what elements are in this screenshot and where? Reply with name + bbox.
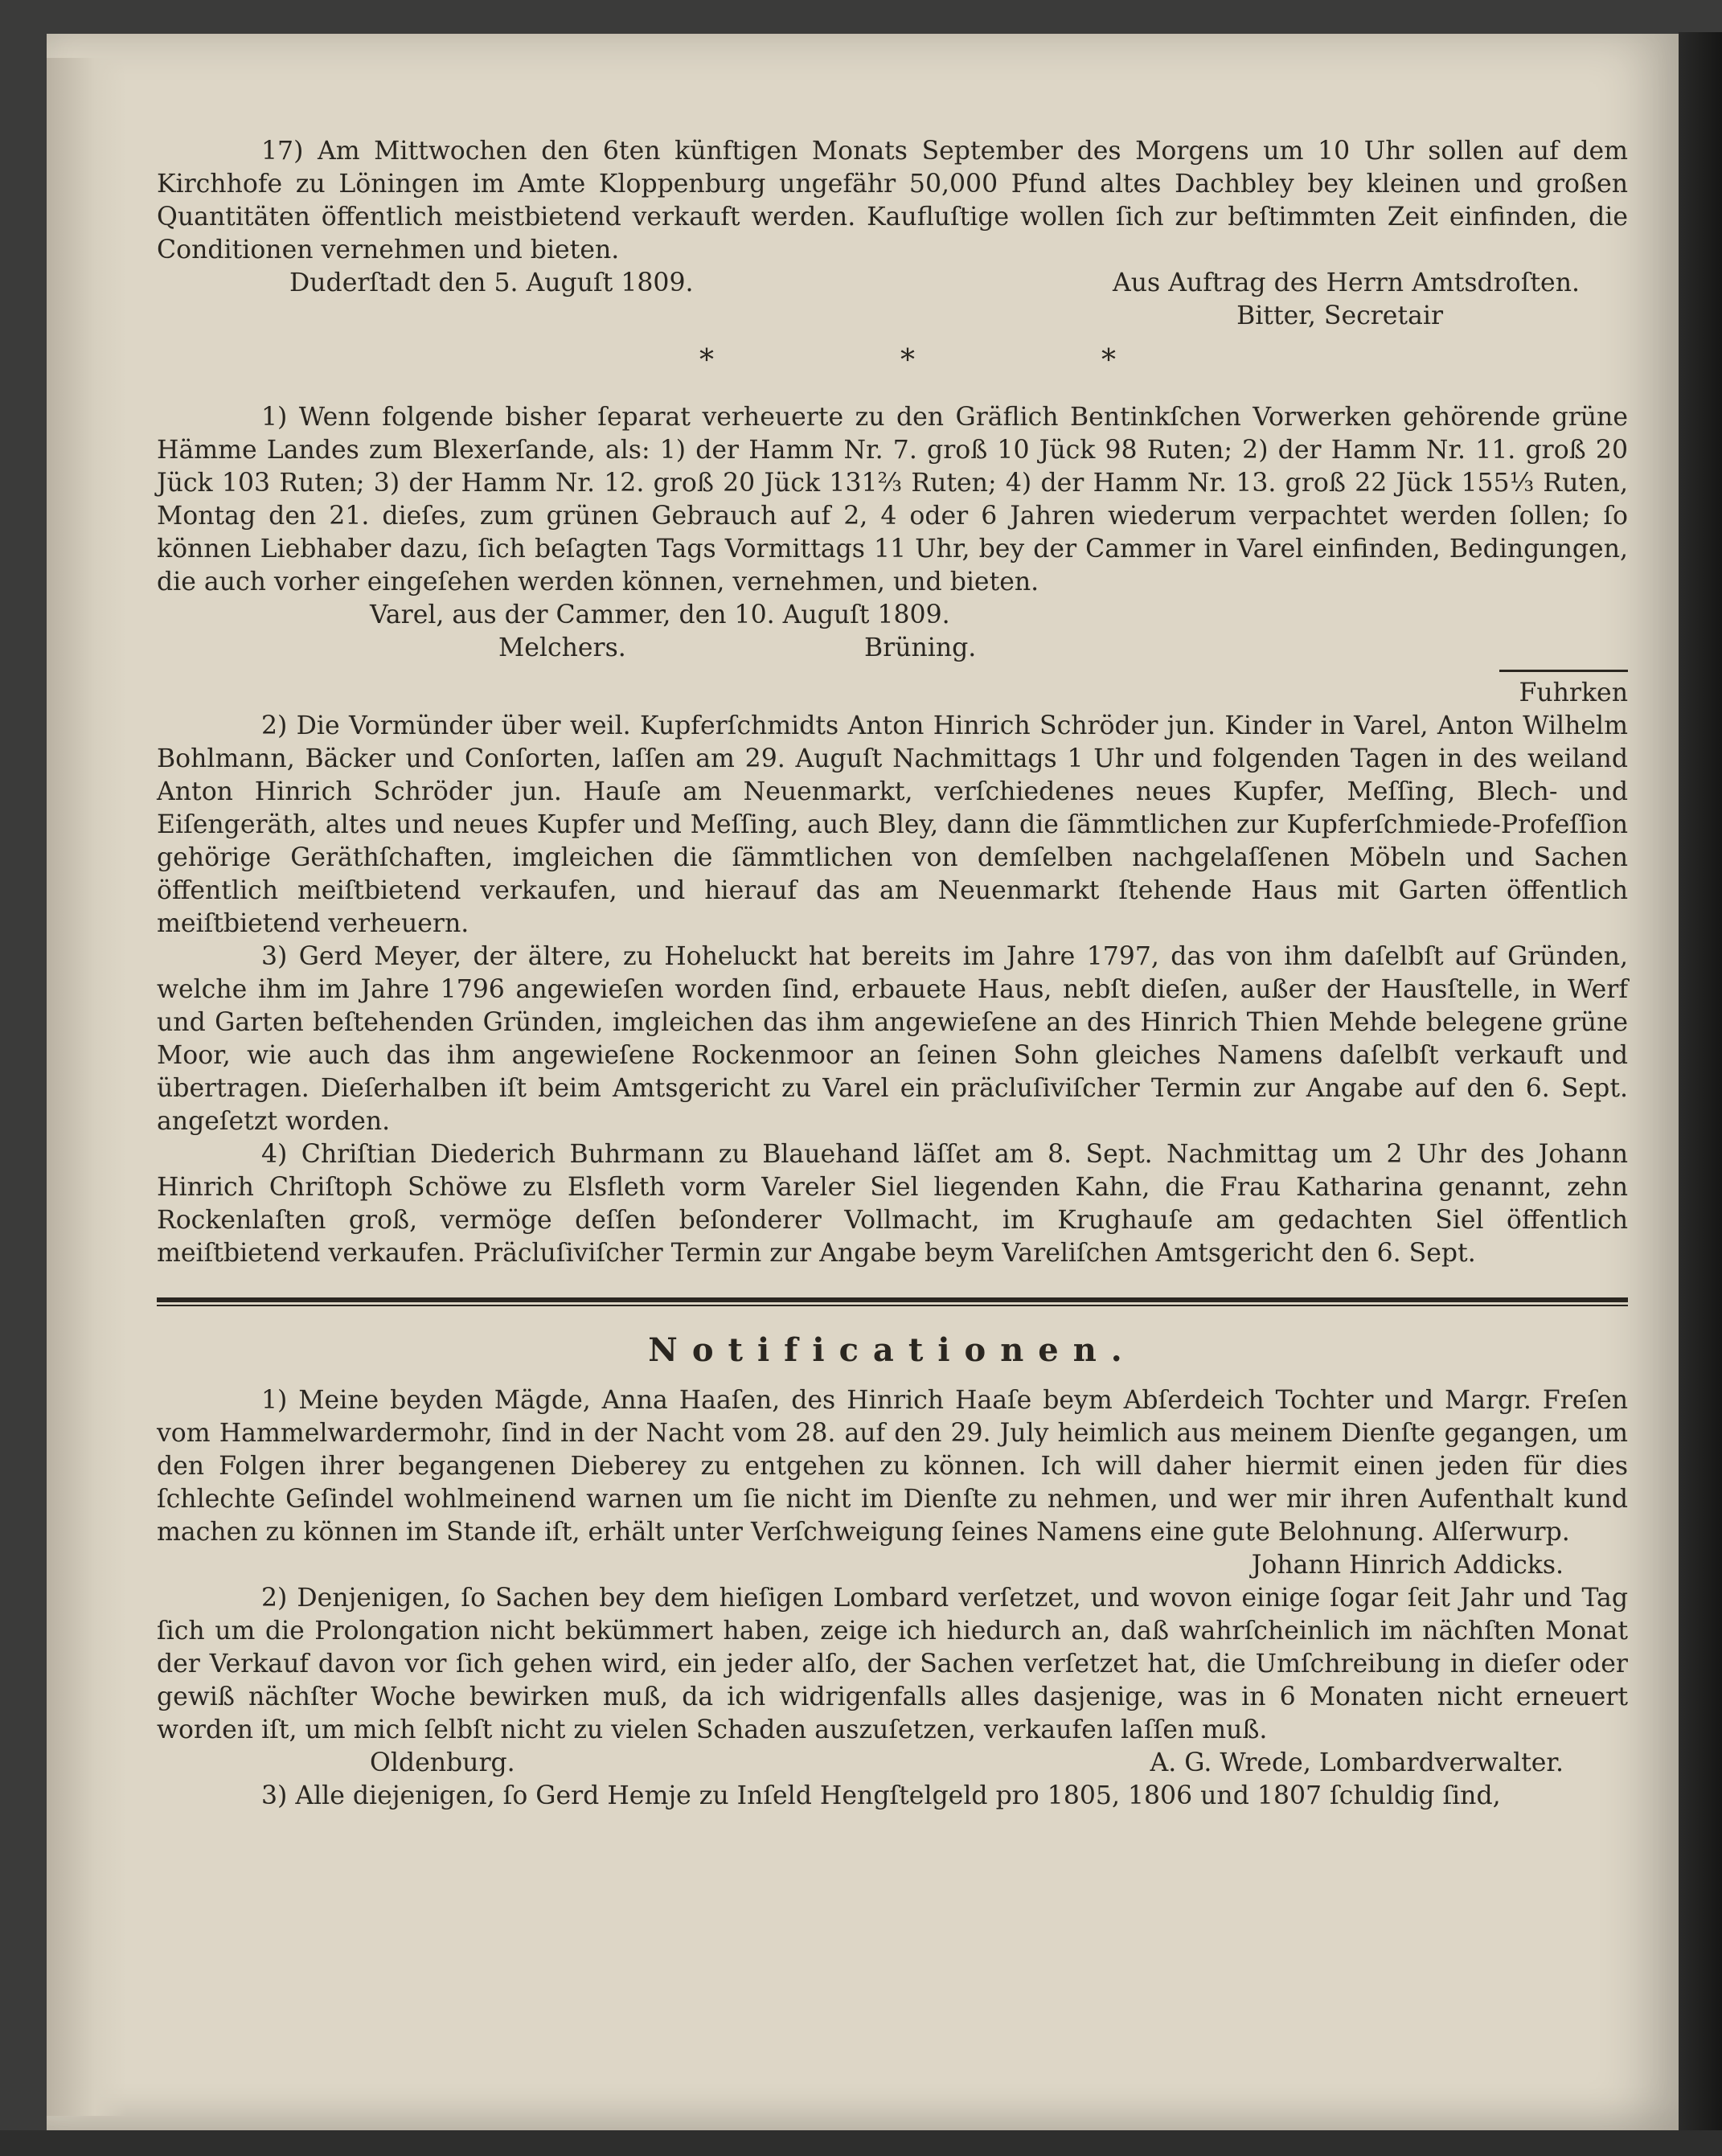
notice-1-signers: [157, 632, 1628, 665]
star: *: [900, 344, 916, 377]
signer: Bitter, Secretair: [1236, 301, 1443, 330]
section-heading: Notificationen.: [648, 1331, 1137, 1369]
fuhrken: Fuhrken: [1519, 678, 1628, 707]
signer: Melchers.: [498, 633, 626, 662]
notice-2-text: 2) Die Vormünder über weil. Kupferſchmidts Anton Hinrich Schröder jun. Kinder in Varel, Anton Wilhelm Bohlmann, Bäcker und Conſorten, laſſen am 29. Auguſt Nachmittags 1 Uhr und folgenden Tagen in des weiland Anton Hinrich Schröder jun. Hauſe am Neuenmarkt, verſchiedenes neues Kupfer, Meſſing, Blech- und Eiſengeräth, altes und neues Kupfer und Meſſing, auch Bley, dann die ſämmtlichen zur Kupferſchmiede-Profeſſion gehörige Geräthſchaften, imgleichen die ſämmtlichen von demſelben nachgelaſſenen Möbeln und Sachen öffentlich meiſtbietend verkaufen, und hierauf das am Neuenmarkt ſtehende Haus mit Garten öffentlich meiſtbietend verheuern.: [157, 711, 1628, 938]
page-text: [157, 135, 1628, 1813]
star: *: [1101, 344, 1117, 377]
section-rule: [157, 1297, 1628, 1306]
signer: A. G. Wrede, Lombardverwalter.: [1150, 1748, 1564, 1777]
notice-1-text: 1) Wenn folgende bisher ſeparat verheuerte zu den Gräflich Bentinkſchen Vorwerken gehörende grüne Hämme Landes zum Blexerſande, als: 1) der Hamm Nr. 7. groß 10 Jück 98 Ruten; 2) der Hamm Nr. 11. groß 20 Jück 103 Ruten; 3) der Hamm Nr. 12. groß 20 Jück 131⅔ Ruten; 4) der Hamm Nr. 13. groß 22 Jück 155⅓ Ruten, Montag den 21. dieſes, zum grünen Gebrauch auf 2, 4 oder 6 Jahren wiederum verpachtet werden ſollen; ſo können Liebhaber dazu, ſich beſagten Tags Vormittags 11 Uhr, bey der Cammer in Varel einfinden, Bedingungen, die auch vorher eingeſehen werden können, vernehmen, und bieten.: [157, 403, 1628, 596]
scan-background: [0, 2130, 1722, 2156]
signer: Johann Hinrich Addicks.: [1251, 1551, 1564, 1580]
place: Oldenburg.: [370, 1748, 515, 1777]
notification-1-text: 1) Meine beyden Mägde, Anna Haaſen, des Hinrich Haaſe beym Abſerdeich Tochter und Margr. Freſen vom Hammelwardermohr, ſind in der Nacht vom 28. auf den 29. July heimlich aus meinem Dienſte gegangen, um den Folgen ihrer begangenen Dieberey zu entgehen zu können. Ich will daher hiermit einen jeden für dies ſchlechte Geſindel wohlmeinend warnen um ſie nicht im Dienſte zu nehmen, und wer mir ihren Aufenthalt kund machen zu können im Stande iſt, erhält unter Verſchweigung ſeines Namens eine gute Belohnung. Alſerwurp.: [157, 1386, 1628, 1547]
place-date: Varel, aus der Cammer, den 10. Auguſt 1809.: [370, 600, 950, 629]
notification-2-signature: [157, 1747, 1628, 1780]
authority: Aus Auftrag des Herrn Amtsdroſten.: [1113, 268, 1580, 297]
short-rule: [1499, 670, 1628, 672]
place-date: Duderſtadt den 5. Auguſt 1809.: [289, 268, 694, 297]
notice-4-text: 4) Chriſtian Diederich Buhrmann zu Blauehand läſſet am 8. Sept. Nachmittag um 2 Uhr des Johann Hinrich Chriſtoph Schöwe zu Elsfleth vorm Vareler Siel liegenden Kahn, die Frau Katharina genannt, zehn Rockenlaſten groß, vermöge deſſen beſonderer Vollmacht, im Krughauſe am gedachten Siel öffentlich meiſtbietend verkaufen. Präcluſiviſcher Termin zur Angabe beym Vareliſchen Amtsgericht den 6. Sept.: [157, 1140, 1628, 1268]
notice-17-signature: [157, 267, 1628, 300]
star: *: [699, 344, 715, 377]
notice-3-text: 3) Gerd Meyer, der ältere, zu Hoheluckt hat bereits im Jahre 1797, das von ihm daſelbſt auf Gründen, welche ihm im Jahre 1796 angewieſen worden ſind, erbauete Haus, nebſt dieſen, außer der Hausſtelle, in Werf und Garten beſtehenden Gründen, imgleichen das ihm angewieſene an des Hinrich Thien Mehde belegene grüne Moor, wie auch das ihm angewieſene Rockenmoor an ſeinen Sohn gleiches Namens daſelbſt verkauft und übertragen. Dieſerhalben iſt beim Amtsgericht zu Varel ein präcluſiviſcher Termin zur Angabe auf den 6. Sept. angeſetzt worden.: [157, 942, 1628, 1136]
notification-2-text: 2) Denjenigen, ſo Sachen bey dem hieſigen Lombard verſetzet, und wovon einige ſogar ſeit Jahr und Tag ſich um die Prolongation nicht bekümmert haben, zeige ich hiedurch an, daß wahrſcheinlich im nächſten Monat der Verkauf davon vor ſich gehen wird, ein jeder alſo, der Sachen verſetzet hat, die Umſchreibung in dieſer oder gewiß nächſter Woche bewirken muß, da ich widrigenfalls alles dasjenige, was in 6 Monaten nicht erneuert worden iſt, um mich ſelbſt nicht zu vielen Schaden auszuſetzen, verkaufen laſſen muß.: [157, 1584, 1628, 1744]
signer: Brüning.: [864, 633, 977, 662]
notification-3-text: 3) Alle diejenigen, ſo Gerd Hemje zu Inſeld Hengſtelgeld pro 1805, 1806 und 1807 ſchuldig ſind,: [261, 1781, 1501, 1810]
star-separator: [157, 344, 1628, 377]
book-gutter: [1679, 32, 1722, 2156]
notice-17-text: 17) Am Mittwochen den 6ten künftigen Monats September des Morgens um 10 Uhr sollen auf dem Kirchhofe zu Löningen im Amte Kloppenburg ungefähr 50,000 Pfund altes Dachbley bey kleinen und großen Quantitäten öffentlich meistbietend verkauft werden. Kaufluſtige wollen ſich zur beſtimmten Zeit einfinden, die Conditionen vernehmen und bieten.: [157, 137, 1628, 264]
